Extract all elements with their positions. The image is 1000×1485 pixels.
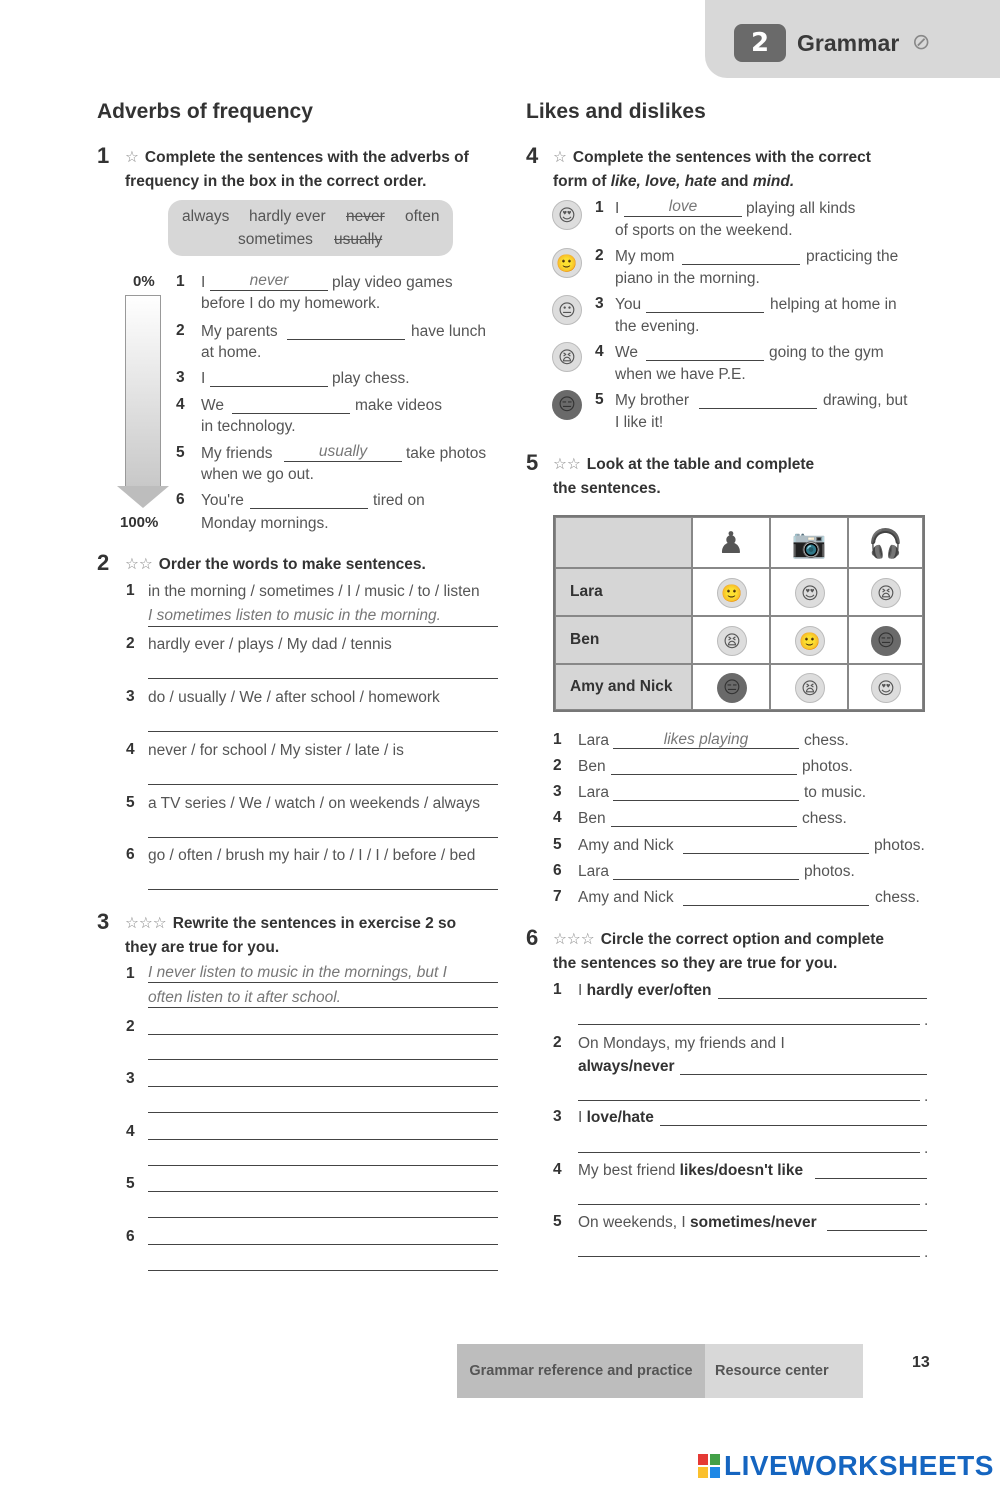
instruction-line: the sentences so they are true for you.: [553, 955, 838, 972]
instruction-line: form of: [553, 173, 611, 190]
item-prompt: in the morning / sometimes / I / music / to / listen: [148, 583, 480, 600]
item-subject: Ben: [578, 758, 606, 775]
page-number: 13: [912, 1354, 930, 1371]
item-number: 1: [553, 731, 562, 748]
item-text: photos.: [804, 863, 855, 880]
answer-line[interactable]: [148, 837, 498, 838]
item-text: in technology.: [201, 418, 296, 435]
hate-face-icon: 😫: [871, 578, 901, 608]
item-number: 4: [126, 1123, 135, 1140]
item-number: 2: [553, 757, 562, 774]
instruction-line: they are true for you.: [125, 939, 280, 956]
hate-face-icon: 😫: [552, 342, 582, 372]
difficulty-star-icon: ☆: [553, 149, 567, 166]
footer-tab-grammar-reference[interactable]: Grammar reference and practice: [457, 1344, 705, 1398]
word-used: usually: [334, 231, 383, 248]
item-number: 3: [126, 1070, 135, 1087]
scale-top-label: 0%: [133, 273, 155, 290]
footer-tab-resource-center[interactable]: Resource center: [705, 1344, 863, 1398]
item-number: 6: [176, 491, 185, 508]
answer-text: likes playing: [663, 731, 749, 748]
answer-line[interactable]: [148, 1007, 498, 1008]
exercise-instruction: [553, 146, 871, 194]
item-text: of sports on the weekend.: [615, 222, 793, 239]
table-cell: [770, 616, 848, 664]
table-cell: [770, 664, 848, 710]
item-number: 5: [553, 836, 562, 853]
difficulty-star-icon: ☆☆: [553, 456, 581, 473]
love-face-icon: 😍: [795, 578, 825, 608]
chess-icon: ♟: [692, 517, 770, 568]
answer-line[interactable]: [148, 1034, 498, 1035]
neutral-face-icon: 😐: [552, 295, 582, 325]
dont-mind-face-icon: 😑: [717, 673, 747, 703]
item-prompt: a TV series / We / watch / on weekends / always: [148, 795, 480, 812]
scale-bottom-label: 100%: [120, 514, 159, 531]
answer-blank[interactable]: [683, 853, 869, 854]
item-number: 5: [595, 391, 604, 408]
item-text: [578, 1160, 803, 1181]
answer-blank[interactable]: [284, 461, 402, 462]
answer-blank[interactable]: [250, 508, 368, 509]
item-text: helping at home in: [770, 296, 897, 313]
word: sometimes: [238, 231, 313, 248]
circle-options[interactable]: hardly ever/often: [586, 982, 712, 999]
answer-text: never: [249, 272, 289, 289]
item-text: I: [201, 274, 206, 291]
answer-line[interactable]: [148, 1059, 498, 1060]
item-number: 2: [126, 635, 135, 652]
liveworksheets-logo-icon: [698, 1454, 720, 1478]
dont-mind-face-icon: 😑: [552, 390, 582, 420]
item-subject: Lara: [578, 732, 610, 749]
exercise-number: 4: [526, 143, 539, 168]
circle-options[interactable]: love/hate: [586, 1109, 654, 1126]
instruction-line: Order the words to make sentences.: [158, 556, 426, 573]
answer-line[interactable]: [148, 1270, 498, 1271]
item-text: piano in the morning.: [615, 270, 760, 287]
answer-line[interactable]: [578, 1256, 920, 1257]
hate-face-icon: 😫: [717, 626, 747, 656]
like-face-icon: 🙂: [717, 578, 747, 608]
item-subject: Lara: [578, 784, 610, 801]
answer-blank[interactable]: [699, 408, 817, 409]
answer-line[interactable]: [148, 1139, 498, 1140]
answer-text: love: [668, 198, 698, 215]
camera-icon: 📷: [770, 517, 848, 568]
item-number: 1: [126, 582, 135, 599]
frequency-arrow: [125, 295, 161, 487]
answer-line[interactable]: [148, 1112, 498, 1113]
answer-blank[interactable]: [682, 264, 800, 265]
item-prompt: hardly ever / plays / My dad / tennis: [148, 636, 392, 653]
word: always: [182, 208, 230, 225]
item-text: going to the gym: [769, 344, 884, 361]
answer-blank[interactable]: [646, 360, 764, 361]
exercise-instruction: [553, 928, 884, 976]
item-number: 2: [176, 322, 185, 339]
answer-text: usually: [318, 443, 368, 460]
item-number: 1: [595, 199, 604, 216]
period: .: [924, 1192, 929, 1209]
item-text: I like it!: [615, 414, 664, 431]
item-text: take photos: [406, 445, 487, 462]
item-text: practicing the: [806, 248, 899, 265]
answer-line[interactable]: [148, 678, 498, 679]
answer-line[interactable]: [148, 889, 498, 890]
answer-blank[interactable]: [232, 413, 350, 414]
answer-line[interactable]: [148, 1217, 498, 1218]
period: .: [924, 1244, 929, 1261]
like-face-icon: 🙂: [552, 248, 582, 278]
item-text: My mom: [615, 248, 675, 265]
item-number: 3: [595, 295, 604, 312]
answer-line[interactable]: [148, 731, 498, 732]
answer-blank[interactable]: [827, 1230, 927, 1231]
item-number: 5: [126, 794, 135, 811]
page-title: Grammar: [797, 30, 900, 56]
answer-blank[interactable]: [613, 879, 799, 880]
answer-blank[interactable]: [815, 1178, 927, 1179]
answer-line[interactable]: [148, 1244, 498, 1245]
item-number: 6: [126, 846, 135, 863]
item-number: 4: [126, 741, 135, 758]
instruction-line: Rewrite the sentences in exercise 2 so: [172, 915, 457, 932]
instruction-line: the sentences.: [553, 480, 661, 497]
item-prompt: never / for school / My sister / late / is: [148, 742, 404, 759]
item-text: tired on: [373, 492, 425, 509]
hate-face-icon: 😫: [795, 673, 825, 703]
item-number: 2: [126, 1018, 135, 1035]
answer-line[interactable]: [578, 1152, 920, 1153]
answer-line[interactable]: [578, 1024, 920, 1025]
item-text: make videos: [355, 397, 443, 414]
item-text: photos.: [802, 758, 853, 775]
instruction-line: Complete the sentences with the correct: [572, 149, 871, 166]
item-subject: Amy and Nick: [578, 837, 674, 854]
love-face-icon: 😍: [871, 673, 901, 703]
item-number: 4: [553, 1161, 562, 1178]
table-cell: [692, 568, 770, 616]
instruction-keywords: mind.: [752, 173, 795, 190]
period: .: [924, 1140, 929, 1157]
item-number: 5: [176, 444, 185, 461]
answer-line[interactable]: [578, 1100, 920, 1101]
exercise-number: 2: [97, 550, 110, 575]
item-number: 5: [126, 1175, 135, 1192]
item-text: chess.: [802, 810, 847, 827]
item-prefix: I: [578, 982, 587, 999]
item-number: 3: [553, 1108, 562, 1125]
item-number: 6: [126, 1228, 135, 1245]
instruction-line: Look at the table and complete: [586, 456, 815, 473]
answer-text: I sometimes listen to music in the morning.: [148, 607, 441, 624]
swirl-icon: ⊘: [912, 30, 931, 55]
item-text: We: [615, 344, 638, 361]
item-number: 1: [126, 965, 135, 982]
answer-blank[interactable]: [660, 1125, 927, 1126]
item-text: My friends: [201, 445, 273, 462]
table-cell: [770, 568, 848, 616]
item-text: chess.: [804, 732, 849, 749]
instruction-line: and: [716, 173, 753, 190]
exercise-number: 1: [97, 143, 110, 168]
item-prompt: go / often / brush my hair / to / I / I / before / bed: [148, 847, 476, 864]
item-number: 1: [176, 273, 185, 290]
table-row-label: Amy and Nick: [555, 664, 692, 710]
instruction-keywords: like, love, hate: [610, 173, 717, 190]
section-title-adverbs: Adverbs of frequency: [97, 100, 313, 123]
item-text: My parents: [201, 323, 278, 340]
answer-blank[interactable]: [646, 312, 764, 313]
item-number: 6: [553, 862, 562, 879]
item-number: 5: [553, 1213, 562, 1230]
headphones-icon: 🎧: [848, 517, 923, 568]
item-text: playing all kinds: [746, 200, 856, 217]
item-text: I: [201, 370, 206, 387]
item-text: [578, 1056, 675, 1077]
item-text: On Mondays, my friends and I: [578, 1035, 785, 1052]
instruction-line: Complete the sentences with the adverbs of: [144, 149, 469, 166]
answer-blank[interactable]: [680, 1074, 927, 1075]
difficulty-star-icon: ☆☆☆: [125, 915, 167, 932]
answer-line[interactable]: [148, 1086, 498, 1087]
item-text: when we have P.E.: [615, 366, 746, 383]
circle-options[interactable]: likes/doesn't like: [679, 1162, 804, 1179]
word: often: [405, 208, 440, 225]
instruction-line: frequency in the box in the correct order.: [125, 173, 427, 190]
like-face-icon: 🙂: [795, 626, 825, 656]
item-number: 2: [595, 247, 604, 264]
item-number: 3: [553, 783, 562, 800]
table-cell: [848, 616, 923, 664]
item-number: 3: [126, 688, 135, 705]
item-number: 4: [176, 396, 185, 413]
answer-blank[interactable]: [287, 339, 405, 340]
answer-line[interactable]: [578, 1204, 920, 1205]
answer-line[interactable]: [148, 1165, 498, 1166]
answer-blank[interactable]: [611, 826, 797, 827]
table-row-label: Lara: [555, 568, 692, 616]
word: hardly ever: [249, 208, 326, 225]
likes-table: [553, 515, 925, 712]
item-text: We: [201, 397, 224, 414]
item-text: I: [615, 200, 620, 217]
item-text: to music.: [804, 784, 867, 801]
answer-blank[interactable]: [611, 774, 797, 775]
answer-blank[interactable]: [718, 998, 927, 999]
item-text: the evening.: [615, 318, 700, 335]
exercise-instruction: [125, 146, 469, 194]
item-number: 1: [553, 981, 562, 998]
arrow-down-icon: [117, 486, 169, 508]
item-text: drawing, but: [823, 392, 908, 409]
dont-mind-face-icon: 😑: [871, 626, 901, 656]
difficulty-star-icon: ☆☆: [125, 556, 153, 573]
item-prompt: do / usually / We / after school / homework: [148, 689, 440, 706]
table-cell: [848, 568, 923, 616]
exercise-instruction: [125, 553, 426, 577]
item-prefix: On weekends, I: [578, 1214, 691, 1231]
table-row-label: Ben: [555, 616, 692, 664]
item-prefix: My best friend: [578, 1162, 680, 1179]
answer-line[interactable]: [148, 1191, 498, 1192]
answer-text: often listen to it after school.: [148, 989, 341, 1006]
liveworksheets-brand[interactable]: LIVEWORKSHEETS: [724, 1450, 994, 1481]
table-cell: [692, 616, 770, 664]
circle-options[interactable]: sometimes/never: [690, 1214, 817, 1231]
instruction-line: Circle the correct option and complete: [600, 931, 885, 948]
item-text: My brother: [615, 392, 690, 409]
item-text: [578, 1212, 817, 1233]
item-subject: Amy and Nick: [578, 889, 674, 906]
exercise-number: 5: [526, 450, 539, 475]
table-cell: [848, 664, 923, 710]
item-text: You're: [201, 492, 244, 509]
difficulty-star-icon: ☆☆☆: [553, 931, 595, 948]
answer-text: I never listen to music in the mornings, but I: [148, 964, 447, 981]
period: .: [924, 1088, 929, 1105]
exercise-instruction: [553, 453, 814, 501]
table-header-blank: [555, 517, 692, 568]
answer-line[interactable]: [148, 784, 498, 785]
love-face-icon: 😍: [552, 200, 582, 230]
item-text: [578, 1107, 654, 1128]
item-text: at home.: [201, 344, 262, 361]
item-text: before I do my homework.: [201, 295, 381, 312]
item-subject: Lara: [578, 863, 610, 880]
item-text: have lunch: [411, 323, 486, 340]
answer-blank[interactable]: [624, 216, 742, 217]
period: .: [924, 1012, 929, 1029]
item-number: 4: [595, 343, 604, 360]
item-text: photos.: [874, 837, 925, 854]
item-number: 2: [553, 1034, 562, 1051]
circle-options[interactable]: always/never: [578, 1058, 675, 1075]
item-number: 4: [553, 809, 562, 826]
section-title-likes: Likes and dislikes: [526, 100, 706, 123]
answer-line[interactable]: [148, 982, 498, 983]
item-subject: Ben: [578, 810, 606, 827]
item-text: play chess.: [332, 370, 410, 387]
item-text: chess.: [875, 889, 920, 906]
item-text: play video games: [332, 274, 453, 291]
difficulty-star-icon: ☆: [125, 149, 139, 166]
item-number: 7: [553, 888, 562, 905]
exercise-instruction: [125, 912, 456, 960]
answer-blank[interactable]: [210, 386, 328, 387]
unit-number-badge: 2: [734, 24, 786, 62]
item-text: [578, 980, 712, 1001]
exercise-number: 6: [526, 925, 539, 950]
item-text: You: [615, 296, 642, 313]
answer-blank[interactable]: [210, 290, 328, 291]
answer-blank[interactable]: [613, 800, 799, 801]
item-text: Monday mornings.: [201, 515, 329, 532]
answer-blank[interactable]: [683, 905, 869, 906]
word-used: never: [346, 208, 385, 225]
item-number: 3: [176, 369, 185, 386]
item-prefix: I: [578, 1109, 587, 1126]
item-text: when we go out.: [201, 466, 314, 483]
exercise-number: 3: [97, 909, 110, 934]
answer-line[interactable]: [148, 626, 498, 627]
table-cell: [692, 664, 770, 710]
